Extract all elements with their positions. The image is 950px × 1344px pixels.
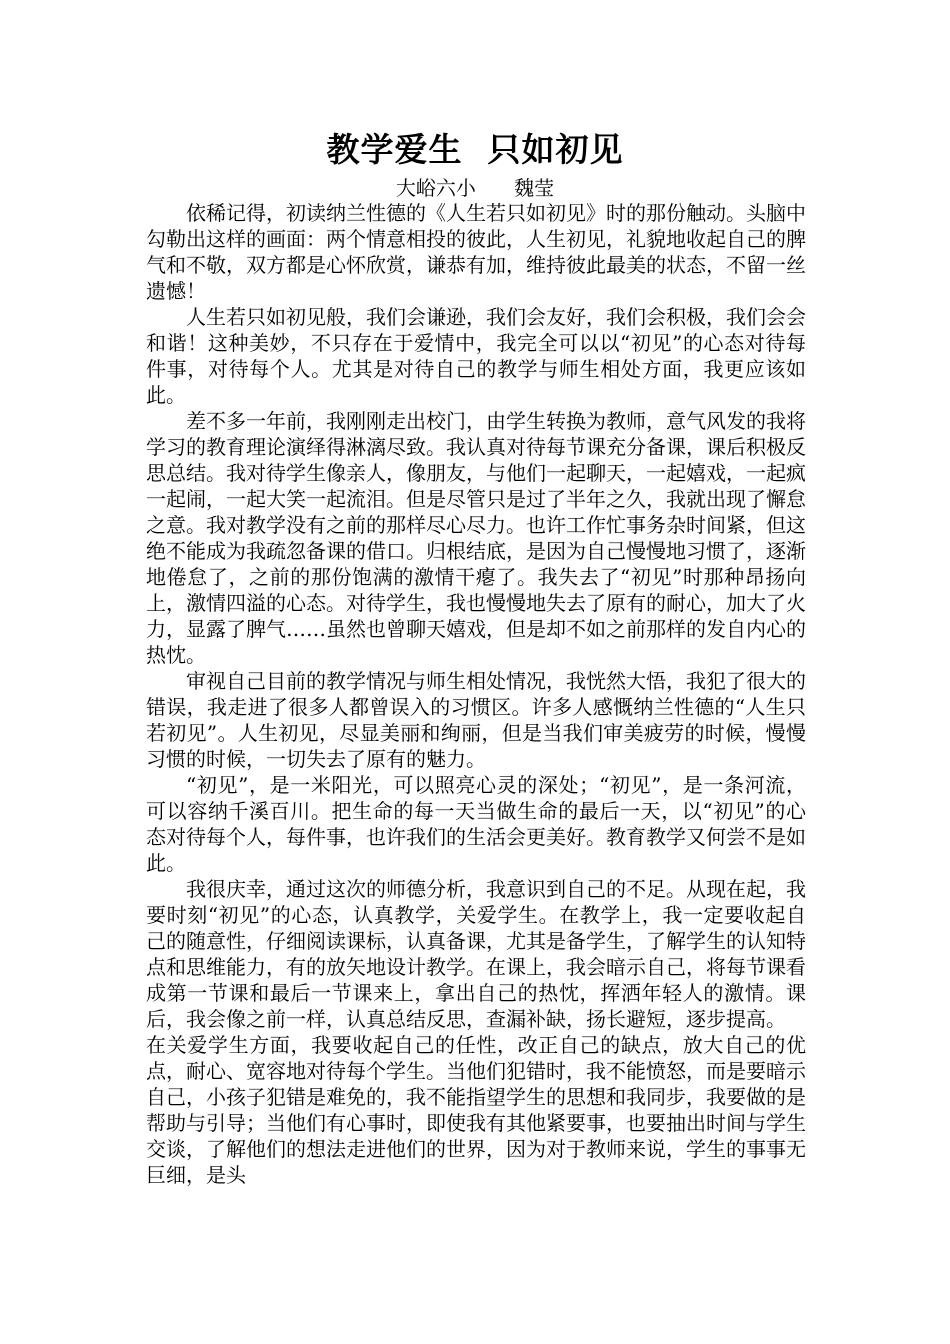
article-body <box>146 200 806 1188</box>
paragraph: 差不多一年前，我刚刚走出校门，由学生转换为教师，意气风发的我将学习的教育理论演绎得淋漓尽致。我认真对待每节课充分备课，课后积极反思总结。我对待学生像亲人，像朋友，与他们一起聊天，一起嬉戏，一起疯一起闹，一起大笑一起流泪。但是尽管只是过了半年之久，我就出现了懈怠之意。我对教学没有之前的那样尽心尽力。也许工作忙事务杂时间紧，但这绝不能成为我疏忽备课的借口。归根结底，是因为自己慢慢地习惯了，逐渐地倦怠了，之前的那份饱满的激情干瘪了。我失去了“初见”时那种昂扬向上，激情四溢的心态。对待学生，我也慢慢地失去了原有的耐心，加大了火力，显露了脾气……虽然也曾聊天嬉戏，但是却不如之前那样的发自内心的热忱。 <box>146 409 806 667</box>
page-title: 教学爱生 只如初见 <box>326 130 624 169</box>
paragraph: 在关爱学生方面，我要收起自己的任性，改正自己的缺点，放大自己的优点，耐心、宽容地对待每个学生。当他们犯错时，我不能愤怒，而是要暗示自己，小孩子犯错是难免的，我不能指望学生的思想和我同步，我要做的是帮助与引导；当他们有心事时，即使我有其他紧要事，也要抽出时间与学生交谈，了解他们的想法走进他们的世界，因为对于教师来说，学生的事事无巨细，是头 <box>146 1033 806 1187</box>
paragraph: “初见”，是一米阳光，可以照亮心灵的深处；“初见”，是一条河流，可以容纳千溪百川。把生命的每一天当做生命的最后一天，以“初见”的心态对待每个人，每件事，也许我们的生活会更美好。教育教学又何尝不是如此。 <box>146 773 806 875</box>
author-byline: 大峪六小 魏莹 <box>395 176 555 200</box>
paragraph: 审视自己目前的教学情况与师生相处情况，我恍然大悟，我犯了很大的错误，我走进了很多人都曾误入的习惯区。许多人感慨纳兰性德的“人生只若初见”。人生初见，尽显美丽和绚丽，但是当我们审美疲劳的时候，慢慢习惯的时候，一切失去了原有的魅力。 <box>146 669 806 771</box>
paragraph: 人生若只如初见般，我们会谦逊，我们会友好，我们会积极，我们会会和谐！这种美妙，不只存在于爱情中，我完全可以以“初见”的心态对待每件事，对待每个人。尤其是对待自己的教学与师生相处方面，我更应该如此。 <box>146 305 806 407</box>
paragraph: 我很庆幸，通过这次的师德分析，我意识到自己的不足。从现在起，我要时刻“初见”的心态，认真教学，关爱学生。在教学上，我一定要收起自己的随意性，仔细阅读课标，认真备课，尤其是备学生，了解学生的认知特点和思维能力，有的放矢地设计教学。在课上，我会暗示自己，将每节课看成第一节课和最后一节课来上，拿出自己的热忱，挥洒年轻人的激情。课后，我会像之前一样，认真总结反思，查漏补缺，扬长避短，逐步提高。 <box>146 877 806 1031</box>
paragraph: 依稀记得，初读纳兰性德的《人生若只如初见》时的那份触动。头脑中勾勒出这样的画面：两个情意相投的彼此，人生初见，礼貌地收起自己的脾气和不敬，双方都是心怀欣赏，谦恭有加，维持彼此最美的状态，不留一丝遗憾！ <box>146 201 806 303</box>
